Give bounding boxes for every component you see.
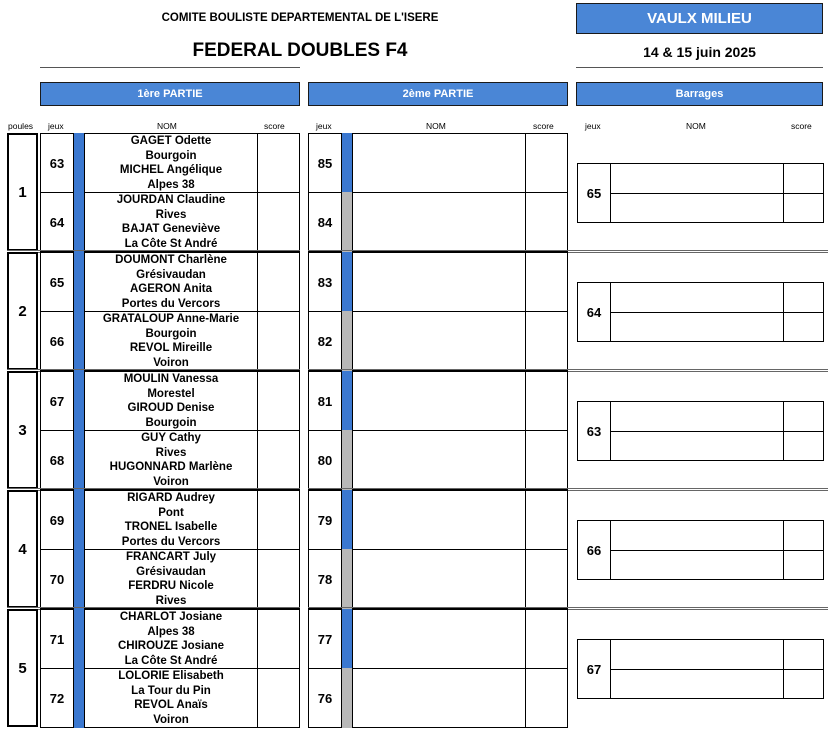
team-color-bar [74, 252, 84, 312]
game-number: 83 [308, 252, 342, 312]
match-box [84, 490, 300, 550]
score-cell[interactable] [257, 491, 299, 549]
team-color-bar [342, 609, 352, 669]
match-box [352, 311, 568, 371]
score-cell[interactable] [525, 134, 567, 192]
game-number: 77 [308, 609, 342, 669]
page-title: FEDERAL DOUBLES F4 [192, 40, 408, 61]
score-cell[interactable] [257, 193, 299, 251]
game-number: 82 [308, 311, 342, 371]
match-box [84, 192, 300, 252]
game-number: 67 [40, 371, 74, 431]
score-cell[interactable] [525, 669, 567, 727]
game-number: 66 [40, 311, 74, 371]
match-box [84, 371, 300, 431]
match-box [84, 668, 300, 728]
match-box [84, 549, 300, 609]
score-cell[interactable] [525, 193, 567, 251]
player-club: Bourgoin [145, 149, 197, 162]
score-cell[interactable] [257, 372, 299, 430]
team-color-bar [342, 549, 352, 609]
match-box [352, 252, 568, 312]
match-box [352, 668, 568, 728]
team-names [85, 193, 257, 251]
barrage-box [610, 401, 824, 461]
column-header-jeux: jeux [316, 121, 332, 131]
venue-badge: VAULX MILIEU [576, 3, 823, 34]
score-cell[interactable] [525, 610, 567, 668]
section-second-round: 2ème PARTIE [308, 82, 568, 106]
column-header-score: score [533, 121, 554, 131]
barrage-game-number: 64 [577, 282, 611, 342]
poule-block [0, 490, 828, 608]
divider [40, 67, 300, 68]
score-cell[interactable] [783, 521, 823, 579]
game-number: 81 [308, 371, 342, 431]
score-cell[interactable] [525, 253, 567, 311]
player-club: Voiron [153, 356, 189, 369]
player-name: GUY Cathy [141, 432, 201, 444]
column-header-nom: NOM [686, 121, 706, 131]
player-club: Voiron [153, 713, 189, 726]
player-club: Alpes 38 [147, 178, 195, 191]
player-name: AGERON Anita [130, 283, 212, 296]
event-dates: 14 & 15 juin 2025 [643, 44, 756, 60]
score-cell[interactable] [783, 164, 823, 222]
barrage-box [610, 520, 824, 580]
player-club: Alpes 38 [147, 625, 195, 638]
team-color-bar [342, 192, 352, 252]
score-cell[interactable] [525, 431, 567, 489]
match-box [352, 549, 568, 609]
score-cell[interactable] [783, 283, 823, 341]
column-header-score: score [791, 121, 812, 131]
team-color-bar [74, 609, 84, 669]
player-club: Grésivaudan [136, 565, 206, 578]
team-color-bar [342, 668, 352, 728]
score-cell[interactable] [525, 550, 567, 608]
team-names [85, 669, 257, 727]
column-header-poules: poules [8, 121, 34, 131]
game-number: 72 [40, 668, 74, 728]
poule-number: 2 [7, 252, 38, 370]
player-name: HUGONNARD Marlène [109, 461, 233, 474]
match-box [352, 609, 568, 669]
match-box [84, 252, 300, 312]
score-cell[interactable] [257, 134, 299, 192]
game-number: 85 [308, 133, 342, 193]
player-club: Rives [155, 446, 187, 459]
team-color-bar [342, 311, 352, 371]
player-club: Morestel [147, 387, 195, 400]
column-header-nom: NOM [426, 121, 446, 131]
score-cell[interactable] [257, 431, 299, 489]
team-color-bar [342, 133, 352, 193]
player-name: MOULIN Vanessa [123, 373, 219, 385]
game-number: 71 [40, 609, 74, 669]
score-cell[interactable] [257, 312, 299, 370]
player-name: CHARLOT Josiane [119, 611, 223, 623]
player-club: La Côte St André [124, 237, 218, 250]
column-header-score: score [264, 121, 285, 131]
player-club: Bourgoin [145, 327, 197, 340]
team-names [85, 491, 257, 549]
player-name: LOLORIE Elisabeth [118, 670, 224, 682]
column-header-jeux: jeux [48, 121, 64, 131]
player-club: Portes du Vercors [121, 535, 221, 548]
game-number: 70 [40, 549, 74, 609]
player-club: Rives [155, 208, 187, 221]
poule-number: 3 [7, 371, 38, 489]
section-barrages: Barrages [576, 82, 823, 106]
team-names [85, 253, 257, 311]
player-name: GRATALOUP Anne-Marie [102, 313, 240, 325]
game-number: 69 [40, 490, 74, 550]
player-name: BAJAT Geneviève [121, 223, 221, 236]
player-name: JOURDAN Claudine [116, 194, 226, 206]
barrage-game-number: 67 [577, 639, 611, 699]
player-club: Bourgoin [145, 416, 197, 429]
player-name: GAGET Odette [130, 135, 212, 147]
game-number: 79 [308, 490, 342, 550]
team-color-bar [74, 430, 84, 490]
score-cell[interactable] [525, 491, 567, 549]
player-name: FRANCART July [125, 551, 217, 563]
barrage-box [610, 163, 824, 223]
player-name: RIGARD Audrey [127, 492, 215, 504]
game-number: 84 [308, 192, 342, 252]
match-box [352, 192, 568, 252]
barrage-box [610, 639, 824, 699]
player-name: REVOL Mireille [129, 342, 213, 355]
barrage-game-number: 63 [577, 401, 611, 461]
team-color-bar [74, 133, 84, 193]
game-number: 76 [308, 668, 342, 728]
score-cell[interactable] [783, 402, 823, 460]
barrage-game-number: 65 [577, 163, 611, 223]
poule-number: 5 [7, 609, 38, 727]
game-number: 64 [40, 192, 74, 252]
poule-number: 4 [7, 490, 38, 608]
divider [576, 67, 823, 68]
player-club: Grésivaudan [136, 268, 206, 281]
team-color-bar [74, 311, 84, 371]
match-box [352, 371, 568, 431]
team-color-bar [74, 192, 84, 252]
score-cell[interactable] [257, 610, 299, 668]
team-names [85, 134, 257, 192]
poule-number: 1 [7, 133, 38, 251]
match-box [84, 609, 300, 669]
score-cell[interactable] [257, 253, 299, 311]
column-header-nom: NOM [157, 121, 177, 131]
section-first-round: 1ère PARTIE [40, 82, 300, 106]
player-name: REVOL Anaïs [134, 699, 208, 712]
organization-name: COMITE BOULISTE DEPARTEMENTAL DE L'ISERE [161, 12, 439, 24]
team-color-bar [342, 371, 352, 431]
game-number: 68 [40, 430, 74, 490]
score-cell[interactable] [257, 550, 299, 608]
player-club: Rives [155, 594, 187, 607]
team-color-bar [74, 549, 84, 609]
match-box [84, 133, 300, 193]
player-name: TRONEL Isabelle [124, 521, 218, 534]
game-number: 63 [40, 133, 74, 193]
match-box [352, 133, 568, 193]
player-name: GIROUD Denise [127, 402, 215, 415]
player-name: FERDRU Nicole [128, 580, 214, 593]
score-cell[interactable] [525, 372, 567, 430]
barrage-box [610, 282, 824, 342]
player-club: Portes du Vercors [121, 297, 221, 310]
poule-block [0, 371, 828, 489]
match-box [84, 430, 300, 490]
match-box [84, 311, 300, 371]
player-club: Voiron [153, 475, 189, 488]
team-color-bar [342, 430, 352, 490]
poule-block [0, 133, 828, 251]
team-color-bar [74, 371, 84, 431]
team-names [85, 550, 257, 608]
score-cell[interactable] [257, 669, 299, 727]
poule-block [0, 609, 828, 727]
game-number: 78 [308, 549, 342, 609]
player-club: La Tour du Pin [131, 684, 211, 697]
player-name: DOUMONT Charlène [115, 254, 227, 266]
team-names [85, 312, 257, 370]
barrage-game-number: 66 [577, 520, 611, 580]
team-names [85, 372, 257, 430]
team-color-bar [74, 668, 84, 728]
team-names [85, 610, 257, 668]
team-color-bar [74, 490, 84, 550]
match-box [352, 430, 568, 490]
player-name: MICHEL Angélique [119, 164, 223, 177]
score-cell[interactable] [525, 312, 567, 370]
team-color-bar [342, 490, 352, 550]
game-number: 80 [308, 430, 342, 490]
team-names [85, 431, 257, 489]
team-color-bar [342, 252, 352, 312]
player-name: CHIROUZE Josiane [117, 640, 225, 653]
poule-block [0, 252, 828, 370]
column-header-jeux: jeux [585, 121, 601, 131]
match-box [352, 490, 568, 550]
score-cell[interactable] [783, 640, 823, 698]
player-club: La Côte St André [124, 654, 218, 667]
game-number: 65 [40, 252, 74, 312]
player-club: Pont [158, 506, 184, 519]
